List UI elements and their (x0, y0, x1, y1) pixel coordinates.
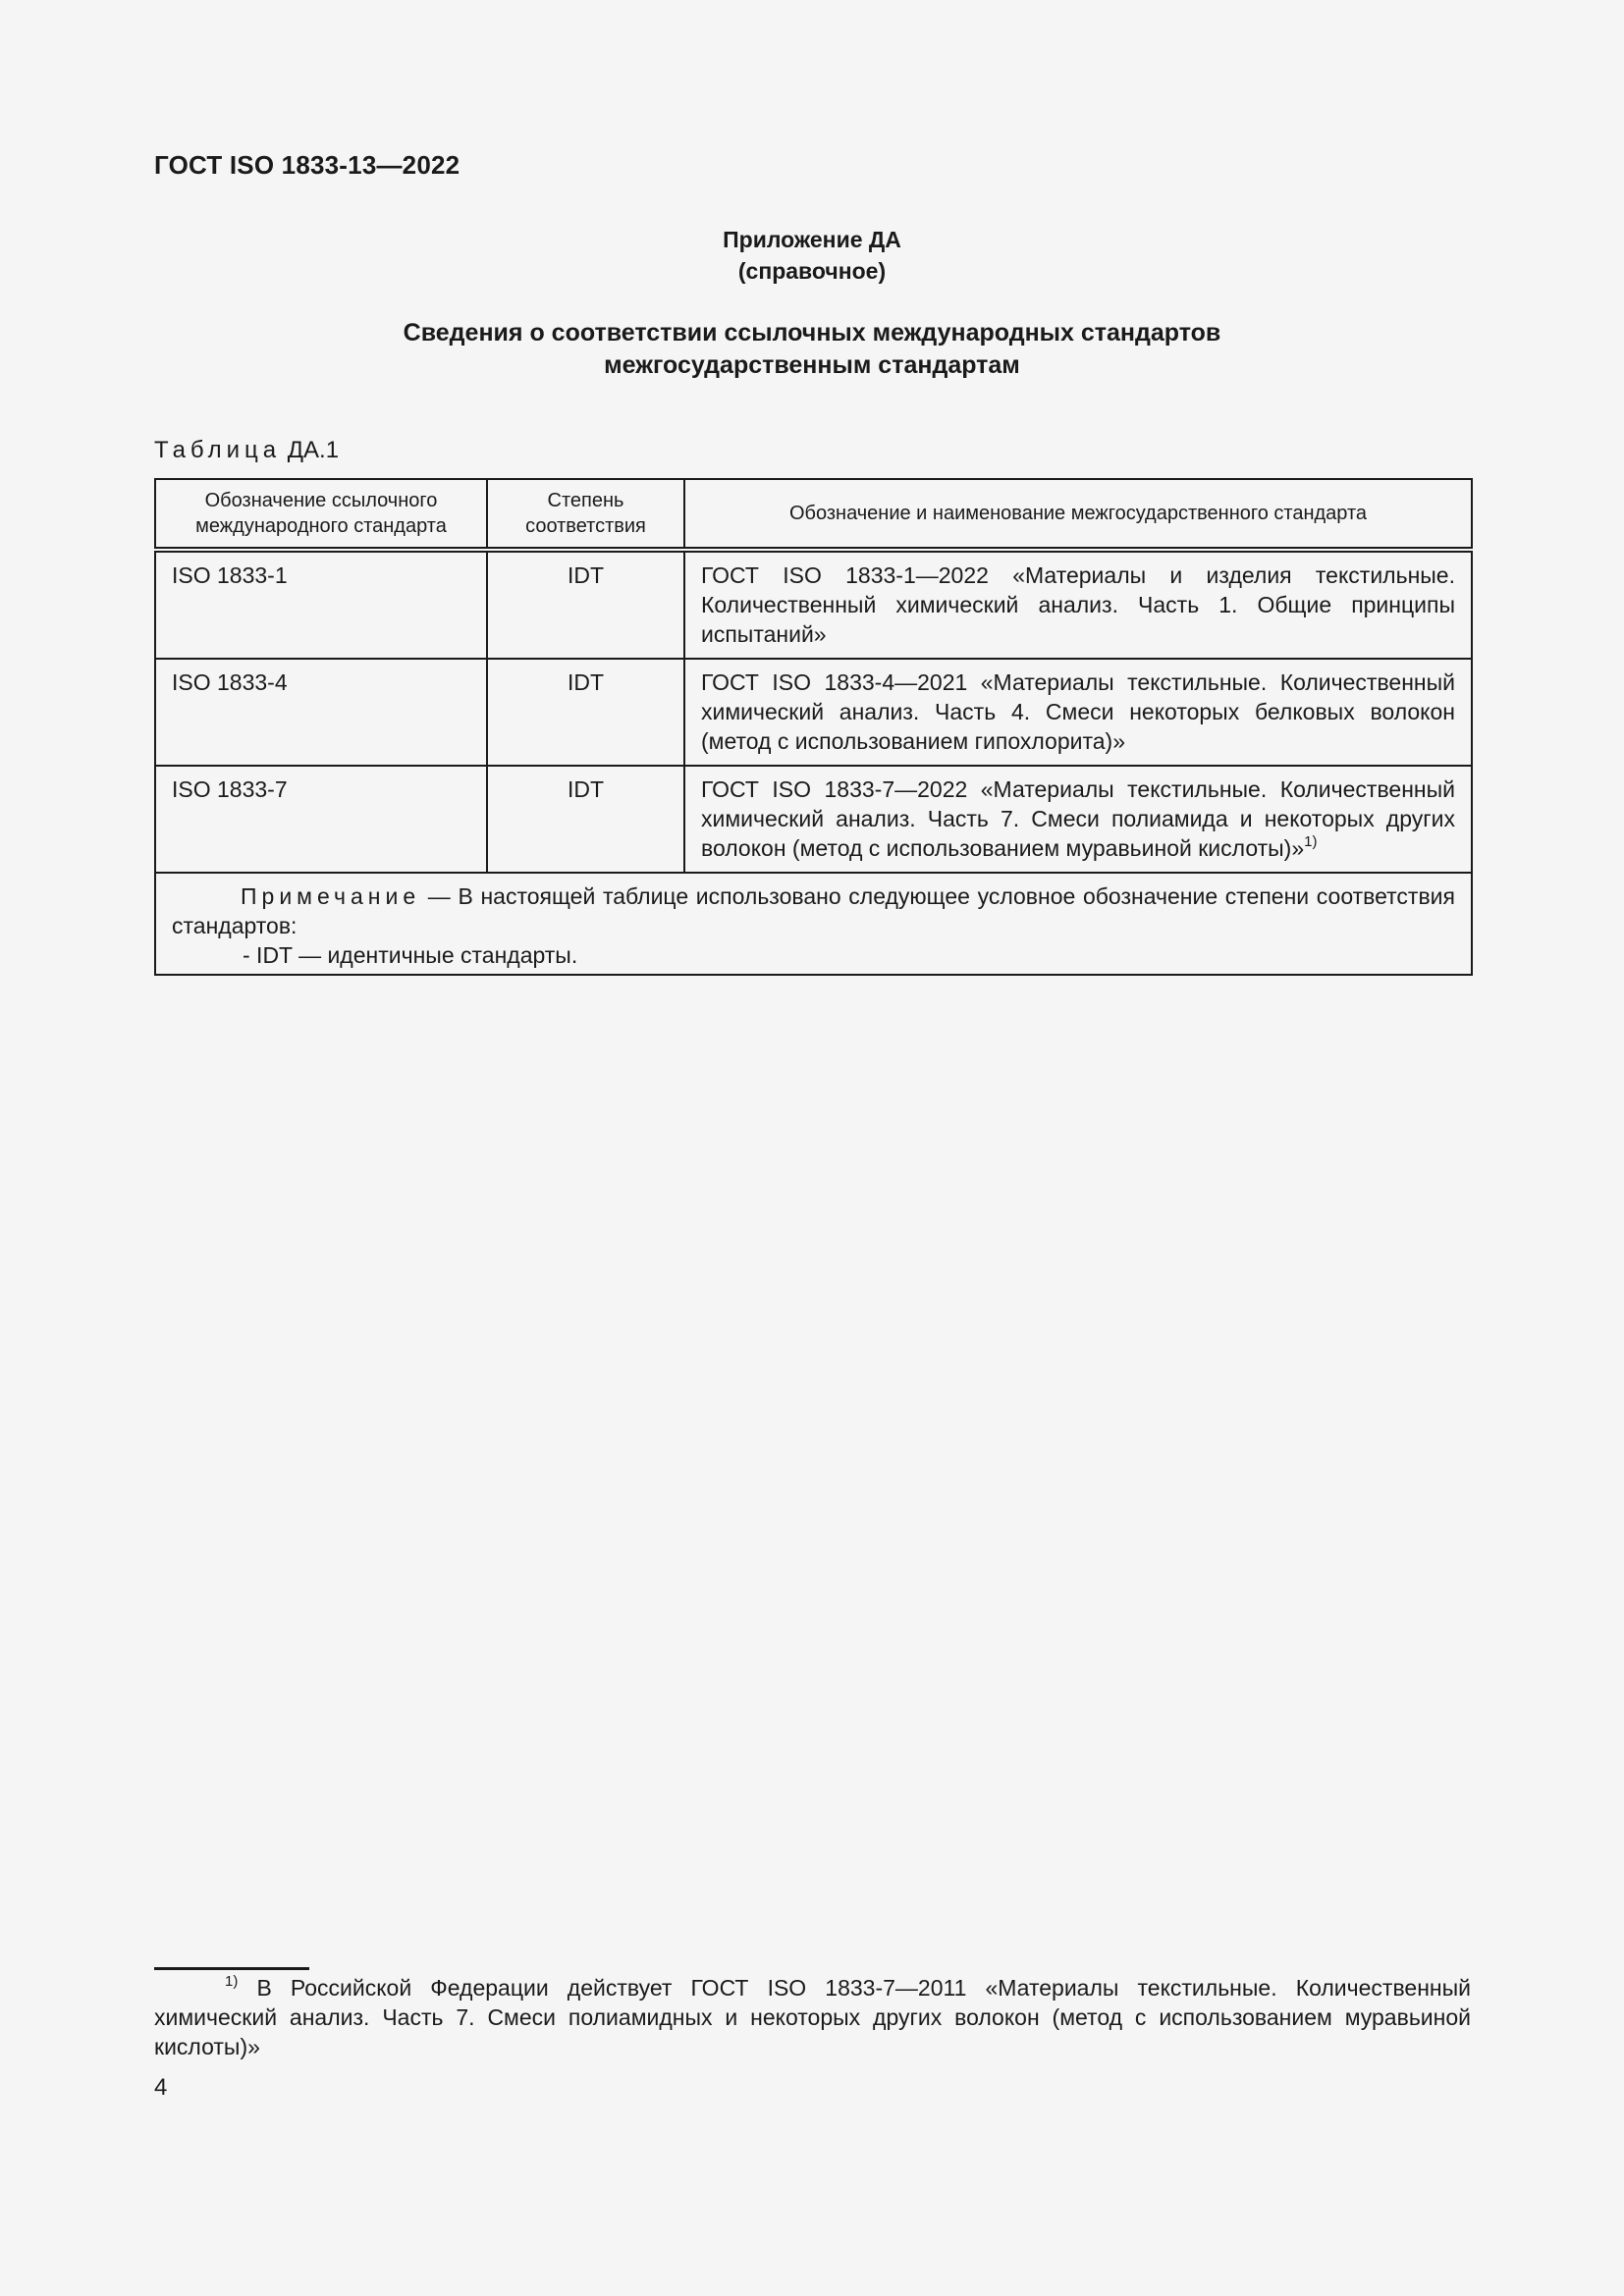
page-number: 4 (154, 2074, 168, 2101)
table-row (155, 550, 1472, 659)
table-note-row (155, 873, 1472, 975)
table-caption-number: ДА.1 (287, 437, 340, 463)
footnote (154, 1973, 1471, 2061)
table-row (155, 766, 1472, 873)
footnote-body: В Российской Федерации действует ГОСТ ISO 1833-7—2011 «Материалы текстильные. Количественный химический анализ. Часть 7. Смеси полиамидных и некоторых других волокон (метод с использованием муравьиной кислоты)» (154, 1975, 1471, 2059)
column-header-interstate: Обозначение и наименование межгосударственного стандарта (684, 479, 1472, 550)
annex-heading-line-1: Сведения о соответствии ссылочных международных стандартов (403, 319, 1221, 347)
cell-degree: IDT (487, 766, 684, 873)
table-caption-word: Таблица (154, 437, 282, 463)
note-label: Примечание (241, 883, 421, 909)
table-caption (154, 437, 339, 464)
interstate-standard-text: ГОСТ ISO 1833-7—2022 «Материалы текстильные. Количественный химический анализ. Часть 7. Смеси полиамида и некоторых других волокон (метод с использованием муравьиной кислоты)» (701, 776, 1455, 861)
cell-degree: IDT (487, 550, 684, 659)
cell-interstate-standard (684, 550, 1472, 659)
cell-interstate-standard (684, 659, 1472, 766)
column-header-degree: Степень соответствия (487, 479, 684, 550)
annex-heading-line-2: межгосударственным стандартам (604, 351, 1020, 379)
annex-type: (справочное) (737, 258, 887, 284)
table-note (155, 873, 1472, 975)
interstate-standard-text: ГОСТ ISO 1833-1—2022 «Материалы и изделия текстильные. Количественный химический анализ. Часть 1. Общие принципы испытаний» (701, 562, 1455, 647)
cell-international-standard: ISO 1833-1 (155, 550, 487, 659)
footnote-reference: 1) (1304, 833, 1318, 850)
cell-degree: IDT (487, 659, 684, 766)
document-code: ГОСТ ISO 1833-13—2022 (154, 150, 460, 180)
table-header-row (155, 479, 1472, 550)
cell-international-standard: ISO 1833-4 (155, 659, 487, 766)
footnote-text (154, 1973, 1471, 2061)
note-body: — В настоящей таблице использовано следующее условное обозначение степени соответствия стандартов: (172, 883, 1455, 938)
footnote-separator (154, 1967, 309, 1970)
column-header-international: Обозначение ссылочного международного стандарта (155, 479, 487, 550)
table-row (155, 659, 1472, 766)
correspondence-table (154, 478, 1473, 976)
annex-title: Приложение ДА (723, 227, 901, 252)
note-text (172, 881, 1455, 940)
interstate-standard-text: ГОСТ ISO 1833-4—2021 «Материалы текстильные. Количественный химический анализ. Часть 4. Смеси некоторых белковых волокон (метод с использованием гипохлорита)» (701, 669, 1455, 754)
cell-international-standard: ISO 1833-7 (155, 766, 487, 873)
note-list-item: - IDT — идентичные стандарты. (243, 942, 578, 968)
footnote-marker: 1) (225, 1973, 239, 1990)
cell-interstate-standard (684, 766, 1472, 873)
